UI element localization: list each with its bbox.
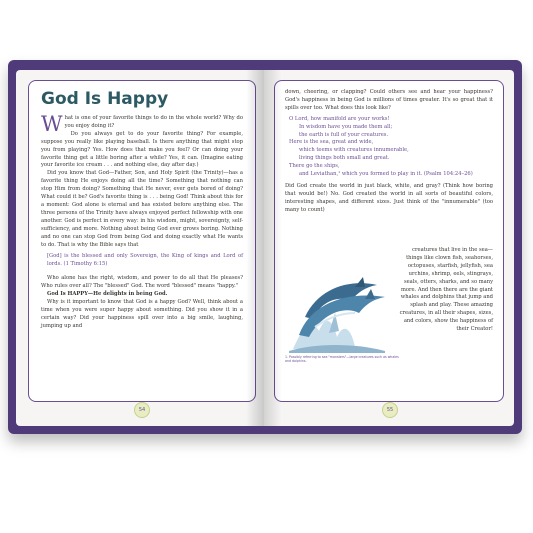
chapter-title: God Is Happy xyxy=(41,89,169,109)
psalm-quote xyxy=(289,116,493,179)
gutter-shadow xyxy=(264,70,282,426)
footnote-caption: 1. Possibly referring to sea "monsters"—large creatures such as whales and dolphins. xyxy=(285,355,399,363)
right-page-frame xyxy=(274,80,504,402)
open-book xyxy=(8,60,522,434)
right-page xyxy=(264,70,514,426)
left-page-frame xyxy=(28,80,256,402)
left-page xyxy=(16,70,264,426)
paragraph: Did you know that God—Father, Son, and Holy Spirit (the Trinity)—has a favorite thing He enjoys doing all the time? Something that nothing can stop Him from doing? Something that He never, ever gets bored of doing? What could it be? God's favorite thing is . . . being God! Think about this for a moment: God alone is eternal and has existed before anything else. The three persons of the Trinity have always enjoyed perfect fellowship with one another. God is perfect in every way: in his wisdom, might, sovereignty, self-sufficiency, and more. Nothing about being God ever grows boring. Nothing and no one can stop God from being God and doing exactly what He wants to do. That is why the Bible says that xyxy=(41,170,243,248)
paragraph: Did God create the world in just black, white, and gray? (Think how boring that would be!) No. God created the world in all sorts of beautiful colors, interesting shapes, and different sizes. Just think of the "innumerable" (too many to count) xyxy=(285,182,493,213)
poem-line: Here is the sea, great and wide, xyxy=(289,139,374,146)
poem-line: and Leviathan,¹ which you formed to play in it. (Psalm 104:24–26) xyxy=(299,171,473,178)
paragraph: down, cheering, or clapping? Could others see and hear your happiness? God's happiness in being God is millions of times greater. It's so great that it spills over too. What does this look like? xyxy=(285,89,493,111)
dolphin-illustration xyxy=(285,257,395,355)
paragraph: Why is it important to know that God is a happy God? Well, think about a time when you were super happy about something. Did you show it in a certain way? Did your happiness spill over into a big smile, laughing, jumping up and xyxy=(41,298,243,329)
poem-line: which teems with creatures innumerable, xyxy=(299,147,409,154)
poem-line: There go the ships, xyxy=(289,163,340,170)
page-number-left: 54 xyxy=(134,402,150,418)
right-side-text xyxy=(399,247,493,334)
intro-paragraph xyxy=(41,112,243,136)
paragraph: Who alone has the right, wisdom, and power to do all that He pleases? Who rules over all? The "blessed" God. The word "blessed" means "happy." xyxy=(41,275,243,290)
paragraph: creatures that live in the sea—things like clown fish, seahorses, octopuses, starfish, jellyfish, sea urchins, shrimp, eels, stingrays, seals, otters, sharks, and so many more. And then there are the giant whales and dolphins that jump and splash and play. These amazing creatures, in all their shapes, sizes, and colors, show the happiness of their Creator! xyxy=(399,247,493,333)
poem-line: living things both small and great. xyxy=(299,155,390,162)
drop-cap: W xyxy=(41,112,63,136)
left-body-text xyxy=(41,112,243,331)
gutter-shadow xyxy=(246,70,264,426)
scripture-quote: [God] is the blessed and only Sovereign, the King of kings and Lord of lords. (1 Timothy 6:15) xyxy=(47,253,243,268)
paragraph: Do you always get to do your favorite thing? For example, suppose you really like playing baseball. Is there anything that might stop you from playing? Yes. How does that make you feel? Or can doing your favorite thing get a little boring after a while? Yes, it can. (Imagine eating your favorite ice cream . . . and nothing else, day after day.) xyxy=(41,130,243,169)
intro-text: hat is one of your favorite things to do in the whole world? Why do you enjoy doing it? xyxy=(64,115,243,129)
poem-line: In wisdom have you made them all; xyxy=(299,123,393,130)
right-body-text xyxy=(285,89,493,215)
page-number-right: 55 xyxy=(382,402,398,418)
poem-line: O Lord, how manifold are your works! xyxy=(289,115,390,122)
key-statement: God Is HAPPY—He delights in being God. xyxy=(47,291,168,298)
poem-line: the earth is full of your creatures. xyxy=(299,131,389,138)
